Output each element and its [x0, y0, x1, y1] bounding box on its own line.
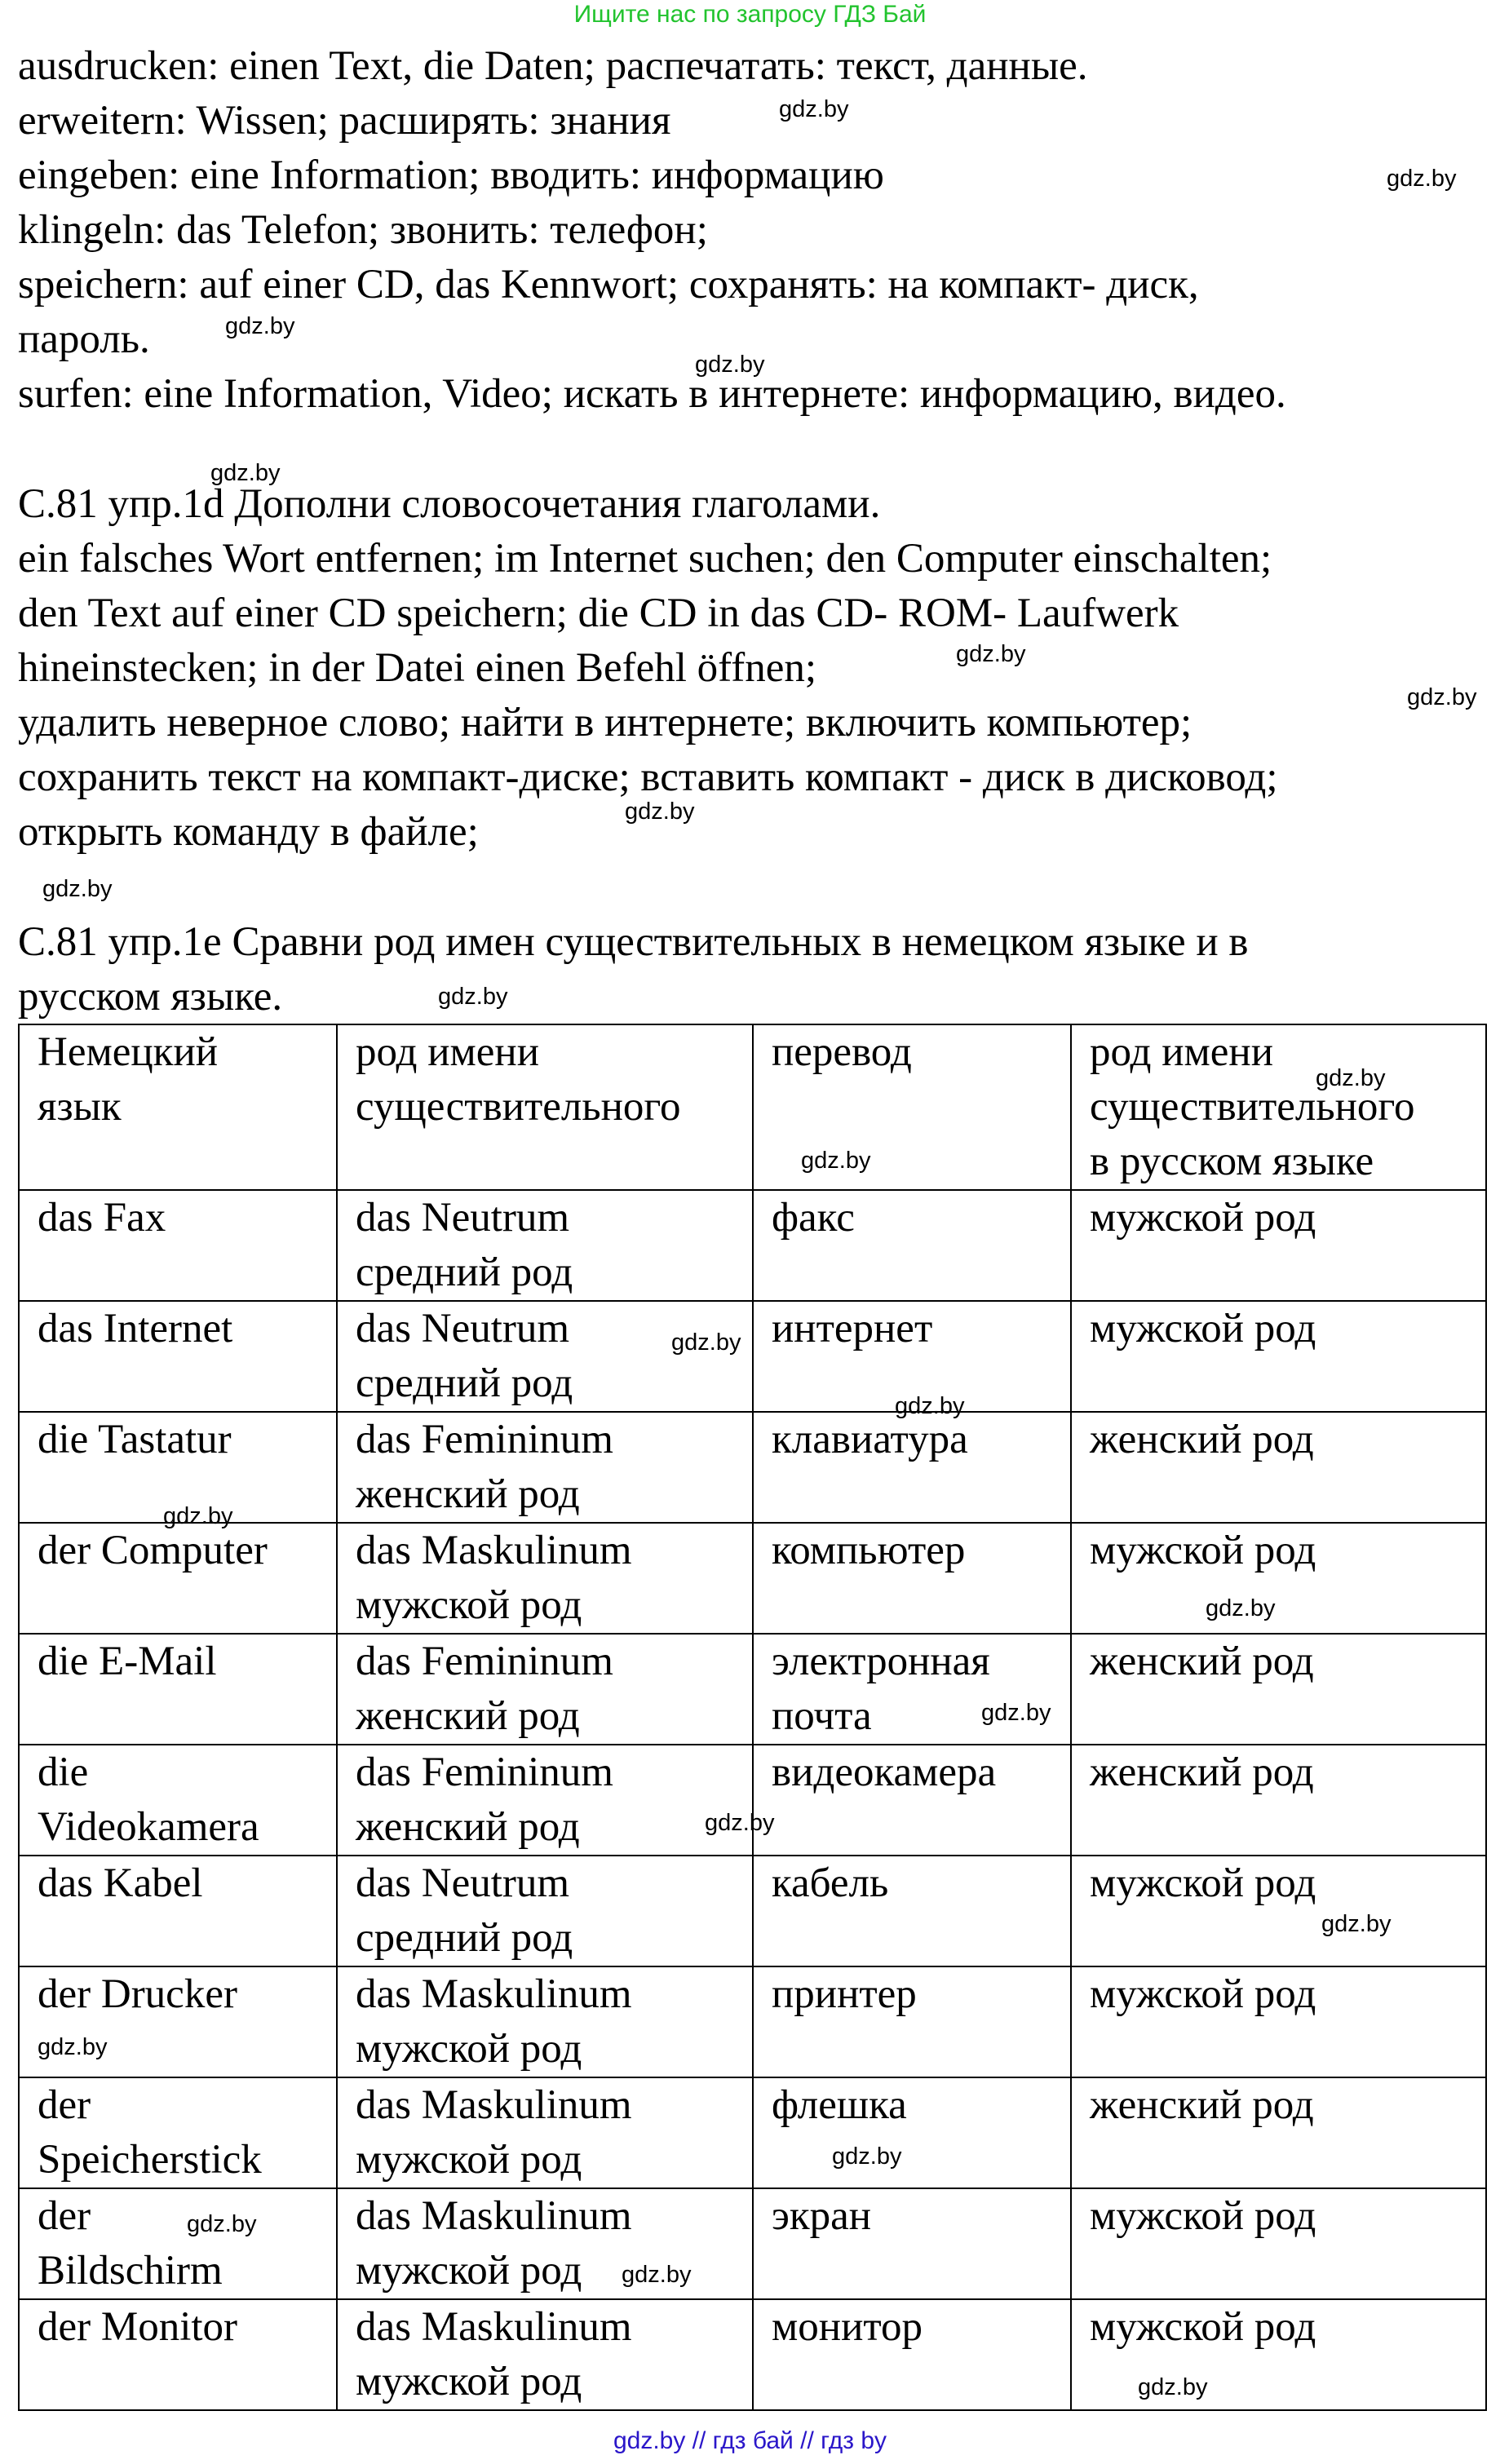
cell-text: монитор	[772, 2304, 923, 2350]
text-line: удалить неверное слово; найти в интернете; включить компьютер;	[18, 700, 1192, 745]
watermark-stamp: gdz.by	[1316, 1065, 1386, 1091]
cell-text: der	[38, 2193, 91, 2239]
cell-text: der Computer	[38, 1528, 268, 1573]
table-cell	[1071, 1301, 1486, 1412]
cell-text: интернет	[772, 1306, 933, 1351]
table-cell	[753, 2188, 1071, 2299]
table-header-row	[19, 1024, 1486, 1190]
cell-text: кабель	[772, 1860, 889, 1906]
cell-text: женский род	[1090, 1639, 1314, 1684]
table-cell	[337, 1190, 753, 1301]
table-cell	[19, 1190, 337, 1301]
cell-text: мужской род	[356, 2137, 582, 2183]
watermark-stamp: gdz.by	[163, 1503, 233, 1529]
text-line: erweitern: Wissen; расширять: знания	[18, 98, 671, 144]
cell-text: das Femininum	[356, 1750, 613, 1795]
table-cell	[19, 1745, 337, 1856]
cell-text: das Fax	[38, 1195, 166, 1241]
cell-text: факс	[772, 1195, 855, 1241]
table-cell	[337, 1856, 753, 1966]
table-cell	[753, 2299, 1071, 2410]
table-row	[19, 1966, 1486, 2077]
cell-text: der Drucker	[38, 1971, 237, 2017]
section-exercise-1e-heading	[18, 915, 1486, 1024]
watermark-stamp: gdz.by	[1206, 1595, 1276, 1621]
table-cell	[753, 1412, 1071, 1523]
text-line: С.81 упр.1e Сравни род имен существительных в немецком языке и в	[18, 919, 1249, 965]
table-cell	[19, 1634, 337, 1745]
table-cell	[337, 2077, 753, 2188]
cell-text: мужской род	[356, 2026, 582, 2072]
table-cell	[337, 1301, 753, 1412]
cell-text: der Monitor	[38, 2304, 238, 2350]
footer-links[interactable]: gdz.by // гдз бай // гдз by	[613, 2427, 887, 2454]
section-exercise-1d	[18, 477, 1486, 860]
text-line: открыть команду в файле;	[18, 809, 479, 855]
cell-text: das Femininum	[356, 1639, 613, 1684]
table-cell	[1071, 1190, 1486, 1301]
text-line: С.81 упр.1d Дополни словосочетания глаголами.	[18, 481, 881, 527]
table-cell	[19, 2188, 337, 2299]
table-cell	[337, 1634, 753, 1745]
table-header-cell	[1071, 1024, 1486, 1190]
cell-text: средний род	[356, 1250, 573, 1295]
table-cell	[1071, 1634, 1486, 1745]
table-cell	[337, 1966, 753, 2077]
watermark-stamp: gdz.by	[438, 984, 508, 1010]
watermark-stamp: gdz.by	[981, 1700, 1051, 1726]
table-row	[19, 1412, 1486, 1523]
cell-text: die	[38, 1750, 89, 1795]
watermark-stamp: gdz.by	[625, 798, 695, 825]
cell-text: род имени	[1090, 1029, 1274, 1075]
cell-text: Videokamera	[38, 1804, 259, 1850]
cell-text: флешка	[772, 2082, 907, 2128]
table-cell	[753, 1190, 1071, 1301]
cell-text: экран	[772, 2193, 872, 2239]
watermark-stamp: gdz.by	[1387, 166, 1457, 192]
table-cell	[1071, 1412, 1486, 1523]
table-cell	[753, 1523, 1071, 1634]
cell-text: мужской род	[1090, 2193, 1316, 2239]
cell-text: die Tastatur	[38, 1417, 232, 1462]
text-line: den Text auf einer CD speichern; die CD in das CD- ROM- Laufwerk	[18, 591, 1179, 636]
cell-text: почта	[772, 1693, 872, 1739]
table-cell	[337, 1745, 753, 1856]
watermark-stamp: gdz.by	[695, 352, 765, 378]
watermark-stamp: gdz.by	[225, 313, 295, 339]
cell-text: женский род	[356, 1471, 580, 1517]
cell-text: das Internet	[38, 1306, 233, 1351]
table-row	[19, 2077, 1486, 2188]
table-cell	[1071, 1523, 1486, 1634]
cell-text: род имени	[356, 1029, 540, 1075]
watermark-stamp: gdz.by	[832, 2143, 902, 2170]
cell-text: видеокамера	[772, 1750, 997, 1795]
table-row	[19, 2188, 1486, 2299]
table-cell	[337, 1523, 753, 1634]
table-header-cell	[19, 1024, 337, 1190]
cell-text: das Femininum	[356, 1417, 613, 1462]
table-cell	[337, 2299, 753, 2410]
cell-text: в русском языке	[1090, 1139, 1374, 1184]
watermark-stamp: gdz.by	[779, 96, 849, 122]
watermark-stamp: gdz.by	[895, 1393, 965, 1419]
text-line: ausdrucken: einen Text, die Daten; распечатать: текст, данные.	[18, 43, 1088, 89]
cell-text: принтер	[772, 1971, 917, 2017]
watermark-stamp: gdz.by	[38, 2034, 108, 2060]
table-cell	[753, 1634, 1071, 1745]
table-cell	[19, 2077, 337, 2188]
cell-text: мужской род	[1090, 1195, 1316, 1241]
text-line: eingeben: eine Information; вводить: информацию	[18, 153, 884, 198]
table-cell	[19, 1301, 337, 1412]
watermark-stamp: gdz.by	[956, 641, 1026, 667]
watermark-stamp: gdz.by	[622, 2262, 692, 2288]
table-row	[19, 2299, 1486, 2410]
watermark-stamp: gdz.by	[671, 1329, 741, 1356]
table-cell	[753, 1745, 1071, 1856]
cell-text: das Maskulinum	[356, 1971, 632, 2017]
cell-text: das Kabel	[38, 1860, 203, 1906]
cell-text: мужской род	[1090, 1528, 1316, 1573]
cell-text: женский род	[1090, 1417, 1314, 1462]
table-cell	[1071, 1966, 1486, 2077]
table-cell	[1071, 2299, 1486, 2410]
cell-text: электронная	[772, 1639, 990, 1684]
table-cell	[19, 2299, 337, 2410]
table-cell	[753, 2077, 1071, 2188]
table-header-cell	[337, 1024, 753, 1190]
cell-text: мужской род	[356, 2359, 582, 2404]
text-line: пароль.	[18, 316, 150, 362]
cell-text: das Maskulinum	[356, 1528, 632, 1573]
table-cell	[1071, 1745, 1486, 1856]
text-line: speichern: auf einer CD, das Kennwort; сохранять: на компакт- диск,	[18, 262, 1199, 307]
cell-text: клавиатура	[772, 1417, 968, 1462]
text-line: hineinstecken; in der Datei einen Befehl öffnen;	[18, 645, 817, 691]
cell-text: существительного	[356, 1084, 681, 1130]
watermark-stamp: gdz.by	[801, 1148, 871, 1174]
noun-gender-table	[18, 1024, 1487, 2411]
table-row	[19, 1190, 1486, 1301]
top-banner-link[interactable]: Ищите нас по запросу ГДЗ Бай	[573, 1, 927, 28]
cell-text: мужской род	[356, 1582, 582, 1628]
table-cell	[19, 1856, 337, 1966]
cell-text: существительного	[1090, 1084, 1415, 1130]
text-line: сохранить текст на компакт-диске; вставить компакт - диск в дисковод;	[18, 754, 1278, 800]
watermark-stamp: gdz.by	[1138, 2374, 1208, 2400]
table-cell	[753, 1856, 1071, 1966]
table-cell	[337, 1412, 753, 1523]
cell-text: Немецкий	[38, 1029, 219, 1075]
table-cell	[1071, 2077, 1486, 2188]
cell-text: das Neutrum	[356, 1195, 570, 1241]
cell-text: мужской род	[1090, 1306, 1316, 1351]
watermark-stamp: gdz.by	[187, 2211, 257, 2237]
cell-text: мужской род	[356, 2248, 582, 2294]
watermark-stamp: gdz.by	[42, 876, 113, 902]
cell-text: die E-Mail	[38, 1639, 217, 1684]
text-line: ein falsches Wort entfernen; im Internet suchen; den Computer einschalten;	[18, 536, 1272, 582]
table-row	[19, 1301, 1486, 1412]
cell-text: женский род	[1090, 2082, 1314, 2128]
table-row	[19, 1634, 1486, 1745]
cell-text: мужской род	[1090, 1971, 1316, 2017]
cell-text: компьютер	[772, 1528, 966, 1573]
cell-text: женский род	[1090, 1750, 1314, 1795]
cell-text: средний род	[356, 1915, 573, 1961]
watermark-stamp: gdz.by	[705, 1810, 775, 1836]
cell-text: das Neutrum	[356, 1860, 570, 1906]
cell-text: мужской род	[1090, 1860, 1316, 1906]
table-row	[19, 1856, 1486, 1966]
cell-text: средний род	[356, 1360, 573, 1406]
cell-text: Speicherstick	[38, 2137, 262, 2183]
cell-text: мужской род	[1090, 2304, 1316, 2350]
cell-text: das Maskulinum	[356, 2193, 632, 2239]
cell-text: женский род	[356, 1693, 580, 1739]
cell-text: der	[38, 2082, 91, 2128]
watermark-stamp: gdz.by	[210, 460, 281, 486]
table-row	[19, 1745, 1486, 1856]
table-cell	[1071, 2188, 1486, 2299]
watermark-stamp: gdz.by	[1321, 1911, 1392, 1937]
cell-text: das Maskulinum	[356, 2082, 632, 2128]
cell-text: das Maskulinum	[356, 2304, 632, 2350]
cell-text: перевод	[772, 1029, 912, 1075]
table-cell	[1071, 1856, 1486, 1966]
table-cell	[19, 1523, 337, 1634]
cell-text: язык	[38, 1084, 122, 1130]
watermark-stamp: gdz.by	[1407, 684, 1477, 710]
cell-text: das Neutrum	[356, 1306, 570, 1351]
text-line: русском языке.	[18, 974, 283, 1020]
table-cell	[753, 1966, 1071, 2077]
cell-text: женский род	[356, 1804, 580, 1850]
cell-text: Bildschirm	[38, 2248, 223, 2294]
text-line: klingeln: das Telefon; звонить: телефон;	[18, 207, 708, 253]
text-line: surfen: eine Information, Video; искать в интернете: информацию, видео.	[18, 371, 1286, 417]
